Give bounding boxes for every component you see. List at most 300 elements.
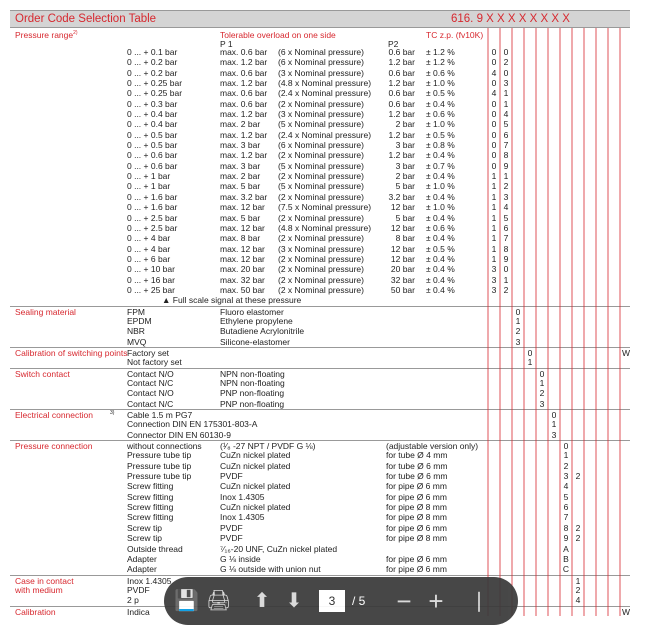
tc-header: TC z.p. (fv10K) xyxy=(426,30,484,40)
option-name: Adapter xyxy=(127,564,157,575)
code-digit: 4 xyxy=(503,109,509,120)
range-cell: 0 ... + 1 bar xyxy=(127,171,171,182)
p2-cell: 2 bar xyxy=(395,171,415,182)
code-digit: 3 xyxy=(551,429,557,440)
option-name: Cable 1.5 m PG7 xyxy=(127,410,193,421)
option-row xyxy=(10,368,630,378)
table-title: Order Code Selection Table xyxy=(15,13,157,25)
pressure-row xyxy=(10,244,630,254)
p2-cell: 1.2 bar xyxy=(388,57,415,68)
p1-cell: max. 1.2 bar xyxy=(220,129,268,140)
option-desc: Ethylene propylene xyxy=(220,315,293,326)
option-note: for pipe Ø 6 mm xyxy=(386,491,447,502)
option-desc: (¹⁄₈ -27 NPT / PVDF G ⅛) xyxy=(220,441,316,452)
code-digit: 0 xyxy=(503,67,509,78)
pressure-row xyxy=(10,161,630,171)
mult-cell: (5 x Nominal pressure) xyxy=(278,119,364,130)
code-digit: 7 xyxy=(563,512,569,523)
option-name: Screw fitting xyxy=(127,502,174,513)
code-digit: 3 xyxy=(563,471,569,482)
code-digit: 3 xyxy=(539,398,545,409)
pressure-row xyxy=(10,233,630,243)
code-digit: 1 xyxy=(491,233,497,244)
range-cell: 0 ... + 4 bar xyxy=(127,243,171,254)
order-code: 616. 9 X X X X X X X X xyxy=(451,13,570,25)
p2-cell: 12 bar xyxy=(390,202,415,213)
p2-cell: 1.2 bar xyxy=(388,129,415,140)
mult-cell: (3 x Nominal pressure) xyxy=(278,243,364,254)
option-row xyxy=(10,337,630,347)
mult-cell: (2 x Nominal pressure) xyxy=(278,264,364,275)
range-cell: 0 ... + 0.6 bar xyxy=(127,150,178,161)
p1-cell: max. 0.6 bar xyxy=(220,67,268,78)
pressure-row xyxy=(10,57,630,67)
code-digit: 1 xyxy=(491,253,497,264)
arrow-down-icon[interactable]: ⬇ xyxy=(285,590,303,612)
p2-cell: 8 bar xyxy=(395,233,415,244)
option-row xyxy=(10,357,630,367)
pressure-row xyxy=(10,99,630,109)
option-row xyxy=(10,544,630,554)
code-digit: 0 xyxy=(563,441,569,452)
code-digit: 2 xyxy=(563,460,569,471)
p1-cell: max. 1.2 bar xyxy=(220,78,268,89)
code-digit: 8 xyxy=(503,243,509,254)
code-digit: 5 xyxy=(503,212,509,223)
option-row xyxy=(10,492,630,502)
tc-cell: ± 0.4 % xyxy=(426,284,455,295)
p1-cell: max. 32 bar xyxy=(220,274,265,285)
mult-cell: (2 x Nominal pressure) xyxy=(278,150,364,161)
code-digit: 8 xyxy=(503,150,509,161)
option-name: Pressure tube tip xyxy=(127,450,192,461)
option-row xyxy=(10,502,630,512)
tc-cell: ± 0.6 % xyxy=(426,222,455,233)
range-cell: 0 ... + 0.25 bar xyxy=(127,78,183,89)
option-row xyxy=(10,461,630,471)
code-digit: 1 xyxy=(491,222,497,233)
mult-cell: (2 x Nominal pressure) xyxy=(278,171,364,182)
pressure-row xyxy=(10,109,630,119)
code-digit: 0 xyxy=(527,347,533,358)
option-note: for tube Ø 6 mm xyxy=(386,460,448,471)
mult-cell: (7.5 x Nominal pressure) xyxy=(278,202,372,213)
option-row xyxy=(10,388,630,398)
option-row xyxy=(10,399,630,409)
tc-cell: ± 0.5 % xyxy=(426,88,455,99)
pressure-row xyxy=(10,140,630,150)
code-digit: 1 xyxy=(575,575,581,586)
option-desc: Inox 1.4305 xyxy=(220,491,265,502)
option-name: Contact N/O xyxy=(127,388,174,399)
option-row xyxy=(10,533,630,543)
option-name: Adapter xyxy=(127,553,157,564)
code-w: W xyxy=(621,347,631,358)
code-digit: 0 xyxy=(515,306,521,317)
range-cell: 0 ... + 0.3 bar xyxy=(127,98,178,109)
option-name: Screw fitting xyxy=(127,481,174,492)
mult-cell: (2 x Nominal pressure) xyxy=(278,284,364,295)
p1-cell: max. 1.2 bar xyxy=(220,109,268,120)
section-label-2: with medium xyxy=(15,584,63,595)
section-label: Switch contact xyxy=(15,368,70,379)
range-cell: 0 ... + 10 bar xyxy=(127,264,175,275)
option-name: Contact N/C xyxy=(127,378,174,388)
option-row xyxy=(10,347,630,357)
p2-cell: 1.2 bar xyxy=(388,78,415,89)
option-desc: Inox 1.4305 xyxy=(220,512,265,523)
code-digit: 0 xyxy=(491,57,497,68)
pressure-row xyxy=(10,275,630,285)
code-digit: 3 xyxy=(503,78,509,89)
option-name: Pressure tube tip xyxy=(127,471,192,482)
option-desc: CuZn nickel plated xyxy=(220,460,291,471)
mult-cell: (6 x Nominal pressure) xyxy=(278,140,364,151)
code-digit: 3 xyxy=(491,284,497,295)
section-label: Pressure connection xyxy=(15,441,93,452)
code-digit: 2 xyxy=(539,388,545,399)
code-digit: 1 xyxy=(503,88,509,99)
p2-cell: 0.6 bar xyxy=(388,47,415,57)
pressure-range-label: Pressure range xyxy=(15,30,74,40)
code-digit: 9 xyxy=(503,253,509,264)
range-cell: 0 ... + 1.6 bar xyxy=(127,191,178,202)
mult-cell: (5 x Nominal pressure) xyxy=(278,181,364,192)
code-digit: 0 xyxy=(503,264,509,275)
option-name: Contact N/O xyxy=(127,368,174,379)
footnote: ▲ Full scale signal at these pressure xyxy=(162,295,302,306)
option-desc: Butadiene Acrylonitrile xyxy=(220,326,305,337)
code-digit: 0 xyxy=(491,160,497,171)
option-row xyxy=(10,430,630,440)
range-cell: 0 ... + 6 bar xyxy=(127,253,171,264)
p1-header: P 1 xyxy=(220,39,233,49)
tc-cell: ± 0.4 % xyxy=(426,274,455,285)
tc-cell: ± 0.8 % xyxy=(426,140,455,151)
option-name: Screw tip xyxy=(127,533,162,544)
zoom-in-icon[interactable]: + xyxy=(428,586,444,616)
option-desc: PVDF xyxy=(220,522,243,533)
option-row xyxy=(10,481,630,491)
option-desc: ⁷⁄₁₆-20 UNF, CuZn nickel plated xyxy=(220,543,338,554)
p2-cell: 2 bar xyxy=(395,119,415,130)
pressure-row xyxy=(10,285,630,295)
option-note: for pipe Ø 6 mm xyxy=(386,564,447,575)
mult-cell: (3 x Nominal pressure) xyxy=(278,109,364,120)
mult-cell: (4.8 x Nominal pressure) xyxy=(278,78,372,89)
mult-cell: (3 x Nominal pressure) xyxy=(278,67,364,78)
code-digit: 1 xyxy=(527,357,533,368)
option-row xyxy=(10,554,630,564)
tc-cell: ± 1.0 % xyxy=(426,119,455,130)
option-name: Outside thread xyxy=(127,543,183,554)
footnote-row xyxy=(10,295,630,305)
tc-cell: ± 1.0 % xyxy=(426,202,455,213)
range-cell: 0 ... + 0.5 bar xyxy=(127,140,178,151)
section-label: Electrical connection xyxy=(15,410,93,421)
code-digit: 0 xyxy=(491,140,497,151)
code-digit: 2 xyxy=(503,284,509,295)
pressure-row xyxy=(10,68,630,78)
tc-cell: ± 0.5 % xyxy=(426,129,455,140)
option-note: for tube Ø 4 mm xyxy=(386,450,448,461)
p1-cell: max. 1.2 bar xyxy=(220,150,268,161)
option-note: for pipe Ø 8 mm xyxy=(386,533,447,544)
code-digit: 7 xyxy=(503,140,509,151)
p1-cell: max. 5 bar xyxy=(220,212,261,223)
option-desc: CuZn nickel plated xyxy=(220,481,291,492)
code-digit: 4 xyxy=(575,595,581,606)
tc-cell: ± 0.4 % xyxy=(426,253,455,264)
option-desc: CuZn nickel plated xyxy=(220,450,291,461)
range-cell: 0 ... + 0.2 bar xyxy=(127,57,178,68)
code-digit: 0 xyxy=(491,47,497,57)
option-name: Inox 1.4305 xyxy=(127,575,172,586)
overload-header: Tolerable overload on one side xyxy=(220,30,336,40)
p1-cell: max. 2 bar xyxy=(220,171,261,182)
mult-cell: (4.8 x Nominal pressure) xyxy=(278,222,372,233)
p2-cell: 5 bar xyxy=(395,181,415,192)
option-name: Screw tip xyxy=(127,522,162,533)
code-digit: 4 xyxy=(491,88,497,99)
p2-cell: 20 bar xyxy=(390,264,415,275)
mult-cell: (2 x Nominal pressure) xyxy=(278,274,364,285)
pressure-row xyxy=(10,78,630,88)
range-cell: 0 ... + 0.5 bar xyxy=(127,129,178,140)
p1-cell: max. 8 bar xyxy=(220,233,261,244)
code-digit: 1 xyxy=(503,171,509,182)
pdf-toolbar xyxy=(164,577,518,625)
code-digit: 6 xyxy=(563,502,569,513)
option-note: (adjustable version only) xyxy=(386,441,479,452)
option-desc: Fluoro elastomer xyxy=(220,306,284,317)
option-row: Electrical connection 3) Cable 1.5 m PG7 0 xyxy=(10,409,630,419)
code-digit: 1 xyxy=(503,274,509,285)
option-note: for pipe Ø 6 mm xyxy=(386,522,447,533)
option-row xyxy=(10,471,630,481)
mult-cell: (2.4 x Nominal pressure) xyxy=(278,129,372,140)
p2-header: P2 xyxy=(388,39,399,49)
p1-cell: max. 50 bar xyxy=(220,284,265,295)
range-cell: 0 ... + 0.25 bar xyxy=(127,88,183,99)
tc-cell: ± 0.6 % xyxy=(426,109,455,120)
mult-cell: (2 x Nominal pressure) xyxy=(278,212,364,223)
code-digit: 1 xyxy=(491,191,497,202)
code-digit: 0 xyxy=(491,78,497,89)
code-digit: 2 xyxy=(575,584,581,595)
pressure-rows xyxy=(10,47,630,295)
print-icon[interactable]: 🖨 xyxy=(206,590,232,612)
p2-cell: 3.2 bar xyxy=(388,191,415,202)
pressure-row xyxy=(10,119,630,129)
p1-cell: max. 3 bar xyxy=(220,140,261,151)
code-digit: 0 xyxy=(491,109,497,120)
option-row xyxy=(10,450,630,460)
option-desc: PVDF xyxy=(220,471,243,482)
p2-cell: 12 bar xyxy=(390,253,415,264)
mult-cell: (2 x Nominal pressure) xyxy=(278,253,364,264)
p1-cell: max. 1.2 bar xyxy=(220,57,268,68)
code-digit: 9 xyxy=(563,533,569,544)
option-name: 2 p xyxy=(127,595,139,606)
range-cell: 0 ... + 2.5 bar xyxy=(127,222,178,233)
section-label: Case in contact xyxy=(15,575,74,586)
code-digit: 1 xyxy=(491,181,497,192)
section-label: Calibration of switching points xyxy=(15,347,128,358)
pressure-row xyxy=(10,181,630,191)
code-digit: 5 xyxy=(563,491,569,502)
p2-cell: 0.6 bar xyxy=(388,67,415,78)
tc-cell: ± 0.4 % xyxy=(426,191,455,202)
p2-cell: 50 bar xyxy=(390,284,415,295)
tc-cell: ± 0.4 % xyxy=(426,233,455,244)
option-name: Contact N/C xyxy=(127,398,174,409)
option-name: Pressure tube tip xyxy=(127,460,192,471)
code-digit: 1 xyxy=(563,450,569,461)
pressure-row xyxy=(10,254,630,264)
pressure-row xyxy=(10,213,630,223)
option-name: without connections xyxy=(127,441,202,452)
code-digit: 4 xyxy=(563,481,569,492)
section-label: Sealing material xyxy=(15,306,76,317)
code-digit: 4 xyxy=(491,67,497,78)
option-desc: Silicone-elastomer xyxy=(220,336,290,347)
pressure-row xyxy=(10,150,630,160)
tc-cell: ± 1.2 % xyxy=(426,57,455,68)
option-name: Factory set xyxy=(127,347,170,358)
code-digit: 0 xyxy=(491,98,497,109)
option-note: for pipe Ø 8 mm xyxy=(386,502,447,513)
option-note: for pipe Ø 6 mm xyxy=(386,553,447,564)
mult-cell: (6 x Nominal pressure) xyxy=(278,47,364,57)
page-input[interactable]: 3 xyxy=(319,590,345,612)
option-desc: NPN non-floating xyxy=(220,378,285,388)
range-cell: 0 ... + 0.4 bar xyxy=(127,119,178,130)
code-digit: A xyxy=(563,543,569,554)
tc-cell: ± 0.4 % xyxy=(426,150,455,161)
p1-cell: max. 3.2 bar xyxy=(220,191,268,202)
code-digit: 1 xyxy=(515,315,521,326)
tc-cell: ± 1.0 % xyxy=(426,78,455,89)
pressure-subheader: Pressure range$^{2)}$ Tolerable overload on one side TC z.p. (fv10K) P 1 P2 xyxy=(15,30,484,49)
tc-cell: ± 0.5 % xyxy=(426,243,455,254)
option-row xyxy=(10,378,630,388)
p2-cell: 1.2 bar xyxy=(388,150,415,161)
option-desc: NPN non-floating xyxy=(220,368,285,379)
order-code-table xyxy=(10,10,630,616)
range-cell: 0 ... + 2.5 bar xyxy=(127,212,178,223)
pressure-row xyxy=(10,202,630,212)
option-desc: PNP non-floating xyxy=(220,388,285,399)
p1-cell: max. 12 bar xyxy=(220,222,265,233)
option-name: Indica xyxy=(127,606,150,617)
option-name: PVDF xyxy=(127,584,150,595)
option-note: for pipe Ø 6 mm xyxy=(386,481,447,492)
mult-cell: (2 x Nominal pressure) xyxy=(278,191,364,202)
option-name: Not factory set xyxy=(127,357,182,368)
mult-cell: (2 x Nominal pressure) xyxy=(278,98,364,109)
p1-cell: max. 20 bar xyxy=(220,264,265,275)
p1-cell: max. 12 bar xyxy=(220,253,265,264)
option-row xyxy=(10,512,630,522)
pressure-row xyxy=(10,171,630,181)
code-digit: 1 xyxy=(551,419,557,430)
option-row xyxy=(10,419,630,429)
zoom-out-icon[interactable]: − xyxy=(396,586,412,616)
range-cell: 0 ... + 16 bar xyxy=(127,274,175,285)
code-digit: 8 xyxy=(563,522,569,533)
range-cell: 0 ... + 1 bar xyxy=(127,181,171,192)
code-digit: 1 xyxy=(491,243,497,254)
range-cell: 0 ... + 25 bar xyxy=(127,284,175,295)
code-digit: 0 xyxy=(503,47,509,57)
code-digit: B xyxy=(563,553,569,564)
code-digit: 3 xyxy=(491,264,497,275)
code-digit: 0 xyxy=(539,368,545,379)
code-digit-2: 2 xyxy=(575,471,581,482)
p2-cell: 5 bar xyxy=(395,212,415,223)
p2-cell: 0.6 bar xyxy=(388,88,415,99)
p2-cell: 12 bar xyxy=(390,222,415,233)
option-name: Screw fitting xyxy=(127,491,174,502)
option-row xyxy=(10,564,630,574)
option-row xyxy=(10,440,630,450)
p2-cell: 32 bar xyxy=(390,274,415,285)
acrobat-icon[interactable]: ❘ xyxy=(470,590,488,612)
p1-cell: max. 3 bar xyxy=(220,160,261,171)
option-desc: PNP non-floating xyxy=(220,398,285,409)
code-digit: 9 xyxy=(503,160,509,171)
code-w: W xyxy=(621,606,631,617)
pressure-row xyxy=(10,88,630,98)
option-name: Connection DIN EN 175301-803-A xyxy=(127,419,258,430)
pressure-row xyxy=(10,47,630,57)
p2-cell: 3 bar xyxy=(395,140,415,151)
code-digit: 3 xyxy=(515,336,521,347)
arrow-up-icon[interactable]: ⬆ xyxy=(253,590,271,612)
option-name: MVQ xyxy=(127,336,147,347)
range-cell: 0 ... + 0.2 bar xyxy=(127,67,178,78)
p1-cell: max. 5 bar xyxy=(220,181,261,192)
code-digit: 1 xyxy=(503,98,509,109)
option-row xyxy=(10,306,630,316)
option-desc: CuZn nickel plated xyxy=(220,502,291,513)
p1-cell: max. 12 bar xyxy=(220,243,265,254)
tc-cell: ± 0.4 % xyxy=(426,212,455,223)
p2-cell: 12 bar xyxy=(390,243,415,254)
code-digit: 0 xyxy=(491,150,497,161)
tc-cell: ± 1.2 % xyxy=(426,47,455,57)
code-digit: 4 xyxy=(503,202,509,213)
p1-cell: max. 0.6 bar xyxy=(220,47,268,57)
option-note: for pipe Ø 8 mm xyxy=(386,512,447,523)
option-desc: G ⅛ inside xyxy=(220,553,261,564)
code-digit: 6 xyxy=(503,129,509,140)
tc-cell: ± 0.6 % xyxy=(426,67,455,78)
code-digit: 1 xyxy=(491,171,497,182)
p2-cell: 3 bar xyxy=(395,160,415,171)
range-cell: 0 ... + 4 bar xyxy=(127,233,171,244)
code-digit: 0 xyxy=(491,119,497,130)
option-row xyxy=(10,326,630,336)
option-row xyxy=(10,316,630,326)
table-header xyxy=(10,10,630,28)
save-icon[interactable]: 💾 xyxy=(174,590,199,612)
tc-cell: ± 0.4 % xyxy=(426,264,455,275)
p1-cell: max. 0.6 bar xyxy=(220,98,268,109)
range-cell: 0 ... + 0.4 bar xyxy=(127,109,178,120)
mult-cell: (5 x Nominal pressure) xyxy=(278,160,364,171)
